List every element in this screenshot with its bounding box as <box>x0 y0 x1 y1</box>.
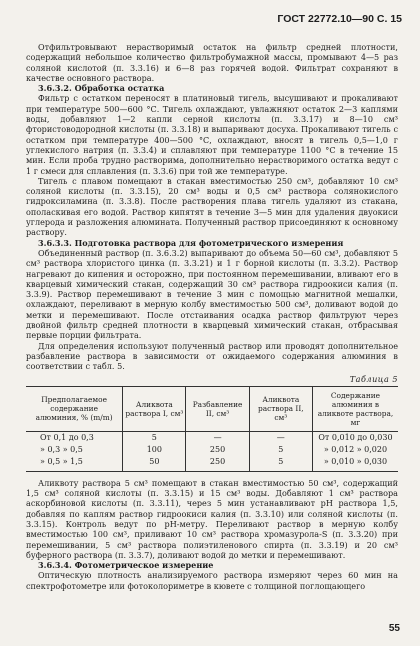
table-caption: Таблица 5 <box>349 373 398 384</box>
table-row <box>26 444 398 456</box>
section-heading: 3.6.3.4. Фотометрическое измерение <box>38 560 214 571</box>
page-number: 55 <box>388 623 400 634</box>
table-cell: 250 <box>186 444 249 456</box>
table-cell: 5 <box>249 444 312 456</box>
table-row <box>26 431 398 444</box>
table-cell: От 0,010 до 0,030 <box>312 431 398 444</box>
table-header-cell: Аликвота раствора I, см³ <box>123 386 186 431</box>
section-heading: 3.6.3.2. Обработка остатка <box>38 83 165 94</box>
table-cell: 100 <box>123 444 186 456</box>
paragraph: Для определения используют полученный раствор или проводят дополнительное разбавление раствора в зависимости от ожидаемого содержания алюминия в соответствии с табл. 5. <box>26 340 398 372</box>
table-cell: От 0,1 до 0,3 <box>40 432 94 442</box>
table-cell: 5 <box>123 431 186 444</box>
table-cell: — <box>186 431 249 444</box>
table-row <box>26 456 398 472</box>
section-heading: 3.6.3.3. Подготовка раствора для фотометрического измерения <box>38 237 344 248</box>
table-cell: » 0,012 » 0,020 <box>312 444 398 456</box>
paragraph: Отфильтровывают нерастворимый остаток на фильтр средней плотности, содержащий небольшое количество фильтробумажной массы, промывают 4—5 раз соляной кислотой (п. 3.3.16) и 6—8 раз горячей водой. Фильтрат сохраняют в качестве основного раствора. <box>26 42 398 83</box>
table-cell: 250 <box>186 456 249 472</box>
paragraph: Оптическую плотность анализируемого раствора измеряют через 60 мин на спектрофотометре или фотоколориметре в кювете с толщиной поглощающего <box>26 570 398 591</box>
table-header-cell: Содержание алюминия в аликвоте раствора, мг <box>312 386 398 431</box>
table-cell: » 0,3 » 0,5 <box>40 444 83 454</box>
paragraph: Тигель с плавом помещают в стакан вместимостью 250 см³, добавляют 10 см³ соляной кислоты (п. 3.3.15), 20 см³ воды и 0,5 см³ раствора солянокислого гидроксиламина (п. 3.3.8). После растворения плава тигель удаляют из стакана, ополаскивая его водой. Раствор кипятят в течение 3—5 мин для удаления двуокиси углерода и разложения алюмината. Полученный раствор присоединяют к основному раствору. <box>26 175 398 238</box>
table-header-cell: Аликвота раствора II, см³ <box>249 386 312 431</box>
table-header-cell: Разбавление II, см³ <box>186 386 249 431</box>
table-cell: » 0,5 » 1,5 <box>26 456 123 472</box>
paragraph: Фильтр с остатком переносят в платиновый тигель, высушивают и прокаливают при температуре 500—600 °С. Тигель охлаждают, увлажняют остаток 2—3 каплями воды, добавляют 1—2 капли серной кислоты (п. 3.3.17) и 8—10 см³ фтористоводородной кислоты (п. 3.3.18) и выпаривают досуха. Прокаливают тигель с остатком при температуре 400—500 °С, охлаждают, вносят в тигель 0,5—1,0 г углекислого натрия (п. 3.3.4) и сплавляют при температуре 1100 °С в течение 15 мин. Если проба трудно растворима, дополнительно нерастворимого остатка ведут с 1 г смеси для сплавления (п. 3.3.6) при той же температуре. <box>26 93 398 176</box>
table-header-cell: Предполагаемое содержание алюминия, % (m/m) <box>26 386 123 431</box>
text-block-top <box>26 42 398 372</box>
page-header: ГОСТ 22772.10—90 С. 15 <box>277 13 402 25</box>
document-body <box>26 42 398 591</box>
table-cell: 50 <box>123 456 186 472</box>
table-header-row <box>26 386 398 431</box>
table-cell: — <box>249 431 312 444</box>
table-5 <box>26 386 398 472</box>
table-cell: 5 <box>249 456 312 472</box>
text-block-bottom <box>26 478 398 591</box>
paragraph: Аликвоту раствора 5 см³ помещают в стакан вместимостью 50 см³, содержащий 1,5 см³ соляной кислоты (п. 3.3.15) и 15 см³ воды. Добавляют 1 см³ раствора аскорбиновой кислоты (п. 3.3.11), через 5 мин устанавливают pH раствора 1,5, добавляя по каплям раствор гидроокиси калия (п. 3.3.10) или соляной кислоты (п. 3.3.15). Контроль ведут по pH-метру. Переливают раствор в мерную колбу вместимостью 100 см³, приливают 10 см³ раствора хромазурола-S (п. 3.3.20) при перемешивании, 5 см³ раствора полиэтиленового спирта (п. 3.3.19) и 20 см³ буферного раствора (п. 3.3.7), доливают водой до метки и перемешивают. <box>26 477 398 560</box>
table-cell: » 0,010 » 0,030 <box>312 456 398 472</box>
paragraph: Объединенный раствор (п. 3.6.3.2) выпаривают до объема 50—60 см³, добавляют 5 см³ раствора хлористого цинка (п. 3.3.21) и 1 г борной кислоты (п. 3.3.2). Раствор нагревают до кипения и осторожно, при постоянном перемешивании, вливают его в кварцевый химический стакан, содержащий 30 см³ раствора гидроокиси калия (п. 3.3.9). Раствор перемешивают в течение 3 мин с помощью магнитной мешалки, охлаждают, переливают в мерную колбу вместимостью 500 см³, доливают водой до метки и перемешивают. После отстаивания осадка раствор фильтруют через двойной фильтр средней плотности в кварцевый химический стакан, отбрасывая первые порции фильтрата. <box>26 247 398 341</box>
